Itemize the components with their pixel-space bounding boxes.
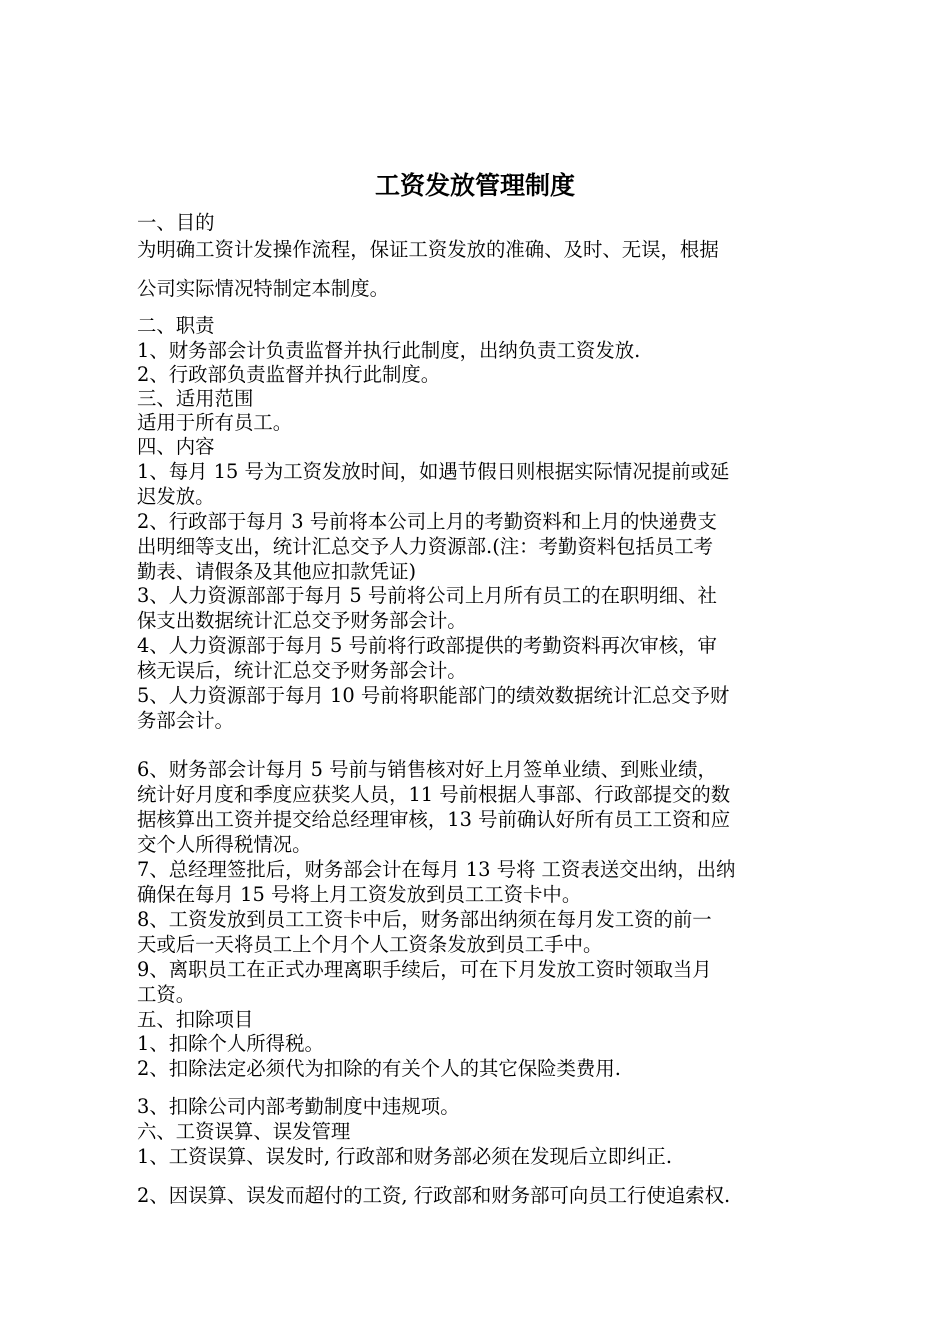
paragraph-line: 勤表、请假条及其他应扣款凭证) <box>137 560 417 583</box>
paragraph-line: 2、行政部于每月 3 号前将本公司上月的考勤资料和上月的快递费支 <box>137 510 717 533</box>
paragraph-line: 公司实际情况特制定本制度。 <box>137 277 390 300</box>
section-heading-scope: 三、适用范围 <box>137 387 254 410</box>
paragraph-line: 6、财务部会计每月 5 号前与销售核对好上月签单业绩、到账业绩， <box>137 758 717 781</box>
paragraph-line: 2、扣除法定必须代为扣除的有关个人的其它保险类费用. <box>137 1057 621 1080</box>
section-heading-content: 四、内容 <box>137 435 215 458</box>
paragraph-line: 保支出数据统计汇总交予财务部会计。 <box>137 609 467 632</box>
paragraph-line: 核无误后，统计汇总交予财务部会计。 <box>137 659 467 682</box>
paragraph-line: 1、财务部会计负责监督并执行此制度，出纳负责工资发放. <box>137 339 641 362</box>
paragraph-line: 1、工资误算、误发时, 行政部和财务部必须在发现后立即纠正. <box>137 1145 672 1168</box>
paragraph-line: 为明确工资计发操作流程，保证工资发放的准确、及时、无误，根据 <box>137 238 719 261</box>
paragraph-line: 务部会计。 <box>137 709 234 732</box>
paragraph-line: 统计好月度和季度应获奖人员，11 号前根据人事部、行政部提交的数 <box>137 783 731 806</box>
section-heading-error-management: 六、工资误算、误发管理 <box>137 1120 351 1143</box>
paragraph-line: 据核算出工资并提交给总经理审核，13 号前确认好所有员工工资和应 <box>137 808 731 831</box>
paragraph-line: 5、人力资源部于每月 10 号前将职能部门的绩效数据统计汇总交予财 <box>137 684 730 707</box>
paragraph-line: 1、每月 15 号为工资发放时间，如遇节假日则根据实际情况提前或延 <box>137 460 730 483</box>
paragraph-line: 9、离职员工在正式办理离职手续后，可在下月发放工资时领取当月 <box>137 958 712 981</box>
document-title: 工资发放管理制度 <box>374 171 575 200</box>
paragraph-line: 交个人所得税情况。 <box>137 833 312 856</box>
paragraph-line: 迟发放。 <box>137 485 215 508</box>
paragraph-line: 2、因误算、误发而超付的工资, 行政部和财务部可向员工行使追索权. <box>137 1184 731 1207</box>
paragraph-line: 适用于所有员工。 <box>137 411 293 434</box>
paragraph-line: 7、总经理签批后，财务部会计在每月 13 号将 工资表送交出纳，出纳 <box>137 858 736 881</box>
paragraph-line: 出明细等支出，统计汇总交予人力资源部.(注：考勤资料包括员工考 <box>137 535 714 558</box>
section-heading-purpose: 一、目的 <box>137 211 215 234</box>
paragraph-line: 确保在每月 15 号将上月工资发放到员工工资卡中。 <box>137 883 582 906</box>
paragraph-line: 2、行政部负责监督并执行此制度。 <box>137 363 441 386</box>
section-heading-deductions: 五、扣除项目 <box>137 1008 254 1031</box>
paragraph-line: 3、人力资源部部于每月 5 号前将公司上月所有员工的在职明细、社 <box>137 584 717 607</box>
paragraph-line: 工资。 <box>137 983 196 1006</box>
paragraph-line: 1、扣除个人所得税。 <box>137 1032 324 1055</box>
paragraph-line: 3、扣除公司内部考勤制度中违规项。 <box>137 1095 460 1118</box>
paragraph-line: 8、工资发放到员工工资卡中后，财务部出纳须在每月发工资的前一 <box>137 908 712 931</box>
section-heading-duties: 二、职责 <box>137 314 215 337</box>
paragraph-line: 4、人力资源部于每月 5 号前将行政部提供的考勤资料再次审核，审 <box>137 634 717 657</box>
paragraph-line: 天或后一天将员工上个月个人工资条发放到员工手中。 <box>137 933 603 956</box>
